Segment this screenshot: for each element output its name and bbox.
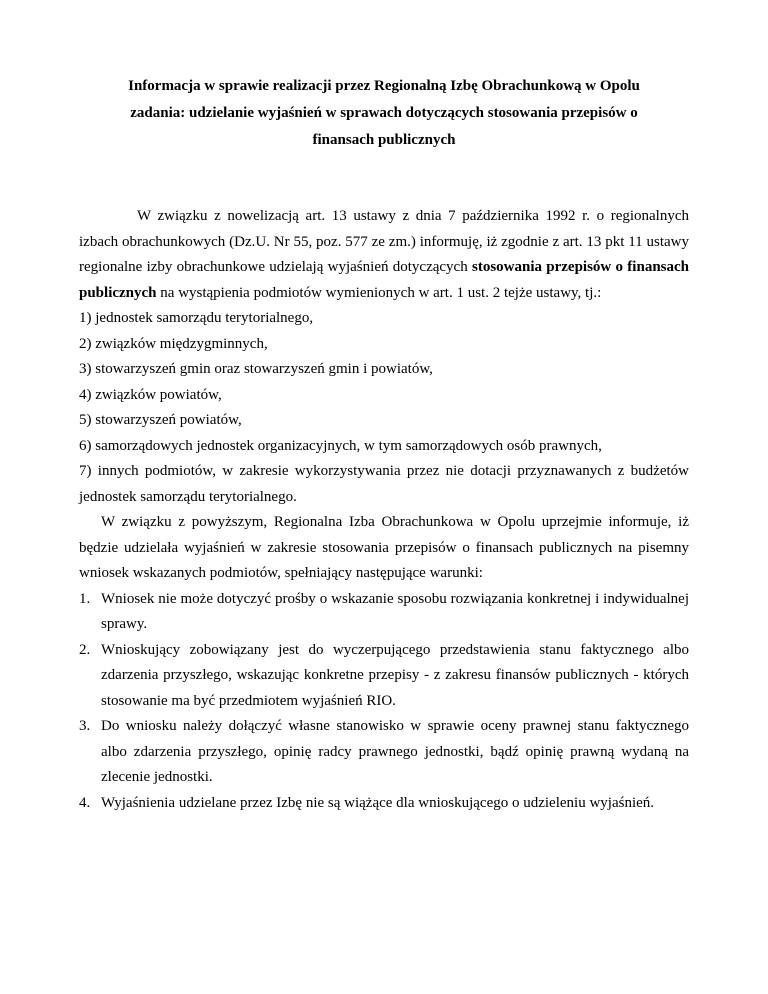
entity-item: 2) związków międzygminnych, bbox=[79, 335, 268, 352]
document-page bbox=[79, 73, 689, 816]
title-line-1: Informacja w sprawie realizacji przez Regionalną Izbę Obrachunkową w Opolu bbox=[128, 78, 640, 94]
condition-text: Wniosek nie może dotyczyć prośby o wskazanie sposobu rozwiązania konkretnej i indywidualnej sprawy. bbox=[101, 590, 689, 632]
intro-bold-phrase: stosowania przepisów o finansach publicznych bbox=[79, 259, 689, 301]
condition-item bbox=[79, 791, 689, 817]
title-line-2: zadania: udzielanie wyjaśnień w sprawach dotyczących stosowania przepisów o bbox=[130, 105, 638, 121]
condition-number: 1. bbox=[79, 590, 91, 607]
entities-list bbox=[79, 306, 689, 510]
entity-item: 7) innych podmiotów, w zakresie wykorzystywania przez nie dotacji przyznawanych z budżetów jednostek samorządu terytorialnego. bbox=[79, 463, 689, 505]
condition-number: 4. bbox=[79, 794, 91, 811]
entity-item: 1) jednostek samorządu terytorialnego, bbox=[79, 310, 314, 326]
condition-item bbox=[79, 638, 689, 715]
title-line-3: finansach publicznych bbox=[312, 132, 456, 148]
condition-text: Wyjaśnienia udzielane przez Izbę nie są wiążące dla wnioskującego o udzieleniu wyjaśnień. bbox=[101, 794, 655, 811]
intro-text-part2: na wystąpienia podmiotów wymienionych w art. 1 ust. 2 tejże ustawy, tj.: bbox=[156, 284, 602, 301]
condition-item bbox=[79, 587, 689, 638]
condition-number: 2. bbox=[79, 641, 91, 658]
condition-text: Do wniosku należy dołączyć własne stanowisko w sprawie oceny prawnej stanu faktycznego albo zdarzenia przyszłego, opinię radcy prawnego jednostki, bądź opinię prawną wydaną na zlecenie jednostki. bbox=[101, 718, 689, 785]
condition-number: 3. bbox=[79, 718, 91, 734]
second-paragraph: W związku z powyższym, Regionalna Izba Obrachunkowa w Opolu uprzejmie informuje, iż będzie udzielała wyjaśnień w zakresie stosowania przepisów o finansach publicznych na pisemny wniosek wskazanych podmiotów, spełniający następujące warunki: bbox=[79, 514, 689, 581]
entity-item: 4) związków powiatów, bbox=[79, 386, 222, 403]
intro-text-part1: W związku z nowelizacją art. 13 ustawy z dnia 7 października 1992 r. o regionalnych izbach obrachunkowych (Dz.U. Nr 55, poz. 577 ze zm.) informuję, iż zgodnie z art. 13 pkt 11 ustawy regionalne izby obrachunkowe udzielają wyjaśnień dotyczących bbox=[79, 208, 689, 275]
entity-item: 5) stowarzyszeń powiatów, bbox=[79, 412, 242, 428]
condition-text: Wnioskujący zobowiązany jest do wyczerpującego przedstawienia stanu faktycznego albo zdarzenia przyszłego, wskazując konkretne przepisy - z zakresu finansów publicznych - których stosowanie ma być przedmiotem wyjaśnień RIO. bbox=[101, 641, 689, 709]
entity-item: 3) stowarzyszeń gmin oraz stowarzyszeń gmin i powiatów, bbox=[79, 361, 433, 377]
document-title bbox=[79, 73, 689, 154]
condition-item bbox=[79, 714, 689, 791]
intro-paragraph bbox=[79, 204, 689, 306]
conditions-list bbox=[79, 587, 689, 817]
entity-item: 6) samorządowych jednostek organizacyjnych, w tym samorządowych osób prawnych, bbox=[79, 437, 602, 454]
